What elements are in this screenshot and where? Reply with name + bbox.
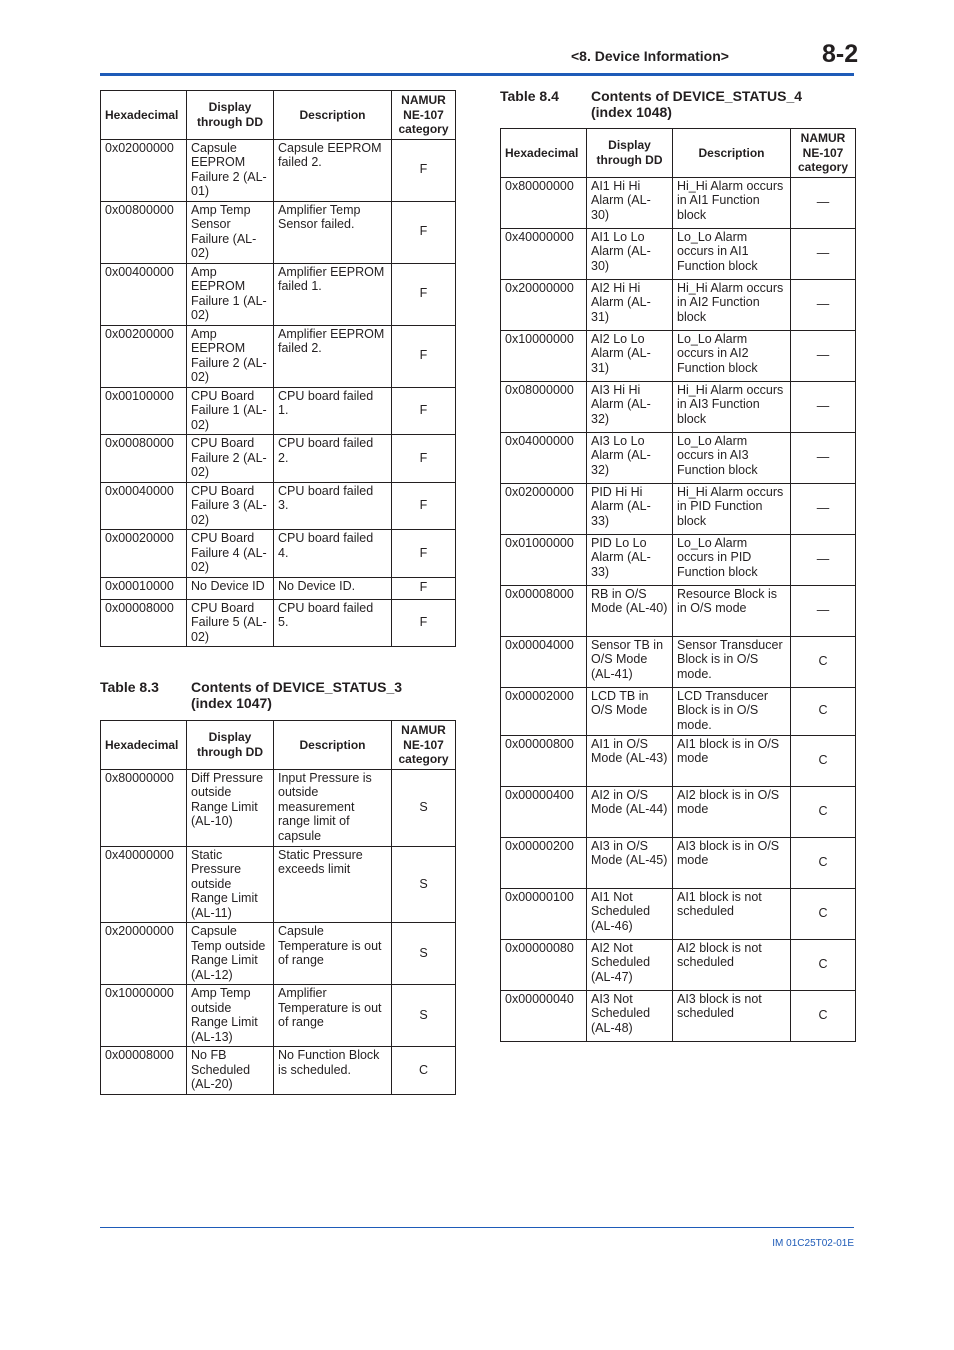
- device-status-table-continued: [100, 90, 456, 647]
- cell-description: Hi_Hi Alarm occurs in AI1 Function block: [673, 177, 791, 228]
- cell-description: Static Pressure exceeds limit: [274, 846, 392, 923]
- cell-namur-category: C: [392, 1047, 456, 1095]
- cell-namur-category: C: [791, 939, 856, 990]
- cell-description: CPU board failed 1.: [274, 387, 392, 435]
- cell-namur-category: —: [791, 330, 856, 381]
- table-title: Contents of DEVICE_STATUS_3 (index 1047): [191, 679, 403, 711]
- cell-display: CPU Board Failure 1 (AL-02): [187, 387, 274, 435]
- cell-namur-category: —: [791, 177, 856, 228]
- column-header-display: Display through DD: [187, 721, 274, 770]
- table-8-3-caption: [100, 679, 431, 711]
- cell-description: CPU board failed 3.: [274, 482, 392, 530]
- cell-description: AI1 block is in O/S mode: [673, 735, 791, 786]
- document-id: IM 01C25T02-01E: [772, 1238, 854, 1249]
- cell-hexadecimal: 0x00008000: [101, 599, 187, 647]
- table-row: [101, 325, 456, 387]
- cell-description: Amplifier EEPROM failed 1.: [274, 263, 392, 325]
- cell-hexadecimal: 0x00000080: [501, 939, 587, 990]
- device-status-3-table: [100, 720, 456, 1095]
- cell-hexadecimal: 0x00004000: [501, 636, 587, 687]
- cell-description: AI3 block is not scheduled: [673, 990, 791, 1041]
- cell-description: Input Pressure is outside measurement range limit of capsule: [274, 769, 392, 846]
- cell-namur-category: F: [392, 435, 456, 483]
- table-row: [501, 177, 856, 228]
- cell-namur-category: F: [392, 325, 456, 387]
- footer-divider: [100, 1227, 854, 1228]
- cell-namur-category: —: [791, 534, 856, 585]
- cell-description: Amplifier EEPROM failed 2.: [274, 325, 392, 387]
- column-header-description: Description: [274, 91, 392, 140]
- cell-hexadecimal: 0x20000000: [101, 923, 187, 985]
- cell-namur-category: C: [791, 990, 856, 1041]
- column-header-display: Display through DD: [187, 91, 274, 140]
- cell-namur-category: —: [791, 585, 856, 636]
- table-row: [501, 534, 856, 585]
- cell-display: AI3 Not Scheduled (AL-48): [587, 990, 673, 1041]
- cell-hexadecimal: 0x00020000: [101, 530, 187, 578]
- cell-display: AI2 Lo Lo Alarm (AL-31): [587, 330, 673, 381]
- cell-description: Amplifier Temperature is out of range: [274, 985, 392, 1047]
- cell-description: CPU board failed 2.: [274, 435, 392, 483]
- cell-hexadecimal: 0x10000000: [101, 985, 187, 1047]
- cell-display: AI2 Not Scheduled (AL-47): [587, 939, 673, 990]
- cell-display: AI3 Lo Lo Alarm (AL-32): [587, 432, 673, 483]
- table-row: [101, 139, 456, 201]
- cell-namur-category: C: [791, 837, 856, 888]
- cell-display: AI2 in O/S Mode (AL-44): [587, 786, 673, 837]
- table-row: [501, 228, 856, 279]
- cell-namur-category: —: [791, 279, 856, 330]
- cell-hexadecimal: 0x00040000: [101, 482, 187, 530]
- cell-display: LCD TB in O/S Mode: [587, 687, 673, 735]
- cell-hexadecimal: 0x00100000: [101, 387, 187, 435]
- cell-display: AI1 Hi Hi Alarm (AL-30): [587, 177, 673, 228]
- cell-display: Sensor TB in O/S Mode (AL-41): [587, 636, 673, 687]
- cell-namur-category: —: [791, 432, 856, 483]
- cell-hexadecimal: 0x40000000: [501, 228, 587, 279]
- table-row: [501, 888, 856, 939]
- table-row: [101, 482, 456, 530]
- cell-description: CPU board failed 4.: [274, 530, 392, 578]
- cell-display: AI1 Lo Lo Alarm (AL-30): [587, 228, 673, 279]
- table-row: [501, 432, 856, 483]
- table-row: [101, 923, 456, 985]
- cell-description: Capsule Temperature is out of range: [274, 923, 392, 985]
- cell-description: Hi_Hi Alarm occurs in PID Function block: [673, 483, 791, 534]
- page-number: 8-2: [822, 40, 859, 68]
- cell-description: Lo_Lo Alarm occurs in PID Function block: [673, 534, 791, 585]
- column-header-description: Description: [673, 129, 791, 178]
- table-row: [501, 990, 856, 1041]
- cell-namur-category: F: [392, 263, 456, 325]
- table-row: [501, 837, 856, 888]
- cell-namur-category: S: [392, 846, 456, 923]
- cell-namur-category: F: [392, 599, 456, 647]
- cell-hexadecimal: 0x80000000: [101, 769, 187, 846]
- cell-display: CPU Board Failure 2 (AL-02): [187, 435, 274, 483]
- cell-namur-category: S: [392, 769, 456, 846]
- table-row: [101, 530, 456, 578]
- cell-hexadecimal: 0x00000100: [501, 888, 587, 939]
- cell-hexadecimal: 0x00200000: [101, 325, 187, 387]
- cell-display: CPU Board Failure 3 (AL-02): [187, 482, 274, 530]
- cell-namur-category: F: [392, 577, 456, 599]
- table-row: [101, 599, 456, 647]
- cell-hexadecimal: 0x00010000: [101, 577, 187, 599]
- cell-display: Amp EEPROM Failure 1 (AL-02): [187, 263, 274, 325]
- cell-namur-category: F: [392, 482, 456, 530]
- column-header-hexadecimal: Hexadecimal: [101, 721, 187, 770]
- cell-description: Sensor Transducer Block is in O/S mode.: [673, 636, 791, 687]
- cell-display: No Device ID: [187, 577, 274, 599]
- cell-hexadecimal: 0x00002000: [501, 687, 587, 735]
- cell-description: AI3 block is in O/S mode: [673, 837, 791, 888]
- cell-namur-category: C: [791, 636, 856, 687]
- cell-display: Diff Pressure outside Range Limit (AL-10): [187, 769, 274, 846]
- cell-description: Lo_Lo Alarm occurs in AI2 Function block: [673, 330, 791, 381]
- table-row: [501, 483, 856, 534]
- cell-description: LCD Transducer Block is in O/S mode.: [673, 687, 791, 735]
- cell-namur-category: C: [791, 786, 856, 837]
- cell-display: AI1 in O/S Mode (AL-43): [587, 735, 673, 786]
- cell-description: Lo_Lo Alarm occurs in AI1 Function block: [673, 228, 791, 279]
- cell-namur-category: C: [791, 687, 856, 735]
- cell-display: CPU Board Failure 4 (AL-02): [187, 530, 274, 578]
- cell-description: Lo_Lo Alarm occurs in AI3 Function block: [673, 432, 791, 483]
- cell-display: Capsule Temp outside Range Limit (AL-12): [187, 923, 274, 985]
- cell-namur-category: —: [791, 228, 856, 279]
- cell-namur-category: C: [791, 735, 856, 786]
- cell-hexadecimal: 0x40000000: [101, 846, 187, 923]
- table-row: [101, 846, 456, 923]
- cell-namur-category: F: [392, 387, 456, 435]
- table-row: [101, 769, 456, 846]
- cell-namur-category: —: [791, 381, 856, 432]
- column-header-description: Description: [274, 721, 392, 770]
- table-number: Table 8.4: [500, 88, 559, 104]
- cell-hexadecimal: 0x00000800: [501, 735, 587, 786]
- table-row: [501, 735, 856, 786]
- table-row: [101, 435, 456, 483]
- cell-display: AI3 in O/S Mode (AL-45): [587, 837, 673, 888]
- cell-display: PID Hi Hi Alarm (AL-33): [587, 483, 673, 534]
- cell-display: AI3 Hi Hi Alarm (AL-32): [587, 381, 673, 432]
- cell-hexadecimal: 0x08000000: [501, 381, 587, 432]
- cell-display: Amp Temp Sensor Failure (AL-02): [187, 201, 274, 263]
- cell-display: CPU Board Failure 5 (AL-02): [187, 599, 274, 647]
- cell-display: RB in O/S Mode (AL-40): [587, 585, 673, 636]
- table-row: [101, 263, 456, 325]
- cell-display: PID Lo Lo Alarm (AL-33): [587, 534, 673, 585]
- cell-description: Amplifier Temp Sensor failed.: [274, 201, 392, 263]
- column-header-namur: NAMUR NE-107 category: [791, 129, 856, 178]
- table-8-4-caption: [500, 88, 831, 120]
- cell-hexadecimal: 0x00000200: [501, 837, 587, 888]
- table-number: Table 8.3: [100, 679, 159, 695]
- cell-namur-category: —: [791, 483, 856, 534]
- cell-description: Capsule EEPROM failed 2.: [274, 139, 392, 201]
- cell-display: Amp EEPROM Failure 2 (AL-02): [187, 325, 274, 387]
- device-status-4-table: [500, 128, 856, 1042]
- cell-hexadecimal: 0x01000000: [501, 534, 587, 585]
- cell-description: AI2 block is in O/S mode: [673, 786, 791, 837]
- cell-description: Hi_Hi Alarm occurs in AI2 Function block: [673, 279, 791, 330]
- cell-hexadecimal: 0x00800000: [101, 201, 187, 263]
- cell-description: Hi_Hi Alarm occurs in AI3 Function block: [673, 381, 791, 432]
- cell-namur-category: C: [791, 888, 856, 939]
- table-row: [501, 636, 856, 687]
- cell-hexadecimal: 0x00000400: [501, 786, 587, 837]
- cell-hexadecimal: 0x80000000: [501, 177, 587, 228]
- column-header-display: Display through DD: [587, 129, 673, 178]
- column-header-namur: NAMUR NE-107 category: [392, 91, 456, 140]
- cell-description: AI2 block is not scheduled: [673, 939, 791, 990]
- cell-display: Static Pressure outside Range Limit (AL-11): [187, 846, 274, 923]
- cell-namur-category: F: [392, 201, 456, 263]
- cell-hexadecimal: 0x02000000: [101, 139, 187, 201]
- table-title: Contents of DEVICE_STATUS_4 (index 1048): [591, 88, 803, 120]
- cell-namur-category: S: [392, 923, 456, 985]
- cell-namur-category: F: [392, 139, 456, 201]
- table-row: [501, 279, 856, 330]
- cell-hexadecimal: 0x00000040: [501, 990, 587, 1041]
- table-row: [101, 985, 456, 1047]
- header-divider: [100, 73, 854, 76]
- table-row: [501, 585, 856, 636]
- cell-hexadecimal: 0x10000000: [501, 330, 587, 381]
- cell-hexadecimal: 0x04000000: [501, 432, 587, 483]
- column-header-namur: NAMUR NE-107 category: [392, 721, 456, 770]
- cell-hexadecimal: 0x02000000: [501, 483, 587, 534]
- cell-hexadecimal: 0x00080000: [101, 435, 187, 483]
- cell-description: AI1 block is not scheduled: [673, 888, 791, 939]
- cell-description: CPU board failed 5.: [274, 599, 392, 647]
- cell-description: No Function Block is scheduled.: [274, 1047, 392, 1095]
- table-row: [501, 786, 856, 837]
- cell-namur-category: S: [392, 985, 456, 1047]
- cell-description: Resource Block is in O/S mode: [673, 585, 791, 636]
- cell-description: No Device ID.: [274, 577, 392, 599]
- table-row: [101, 201, 456, 263]
- cell-display: Amp Temp outside Range Limit (AL-13): [187, 985, 274, 1047]
- cell-hexadecimal: 0x00400000: [101, 263, 187, 325]
- cell-hexadecimal: 0x00008000: [101, 1047, 187, 1095]
- cell-namur-category: F: [392, 530, 456, 578]
- cell-display: Capsule EEPROM Failure 2 (AL-01): [187, 139, 274, 201]
- cell-hexadecimal: 0x20000000: [501, 279, 587, 330]
- table-row: [101, 387, 456, 435]
- table-row: [101, 577, 456, 599]
- table-row: [501, 330, 856, 381]
- table-row: [501, 687, 856, 735]
- cell-display: No FB Scheduled (AL-20): [187, 1047, 274, 1095]
- column-header-hexadecimal: Hexadecimal: [501, 129, 587, 178]
- cell-hexadecimal: 0x00008000: [501, 585, 587, 636]
- cell-display: AI1 Not Scheduled (AL-46): [587, 888, 673, 939]
- table-row: [501, 939, 856, 990]
- column-header-hexadecimal: Hexadecimal: [101, 91, 187, 140]
- table-row: [501, 381, 856, 432]
- section-title: <8. Device Information>: [571, 48, 729, 64]
- table-row: [101, 1047, 456, 1095]
- cell-display: AI2 Hi Hi Alarm (AL-31): [587, 279, 673, 330]
